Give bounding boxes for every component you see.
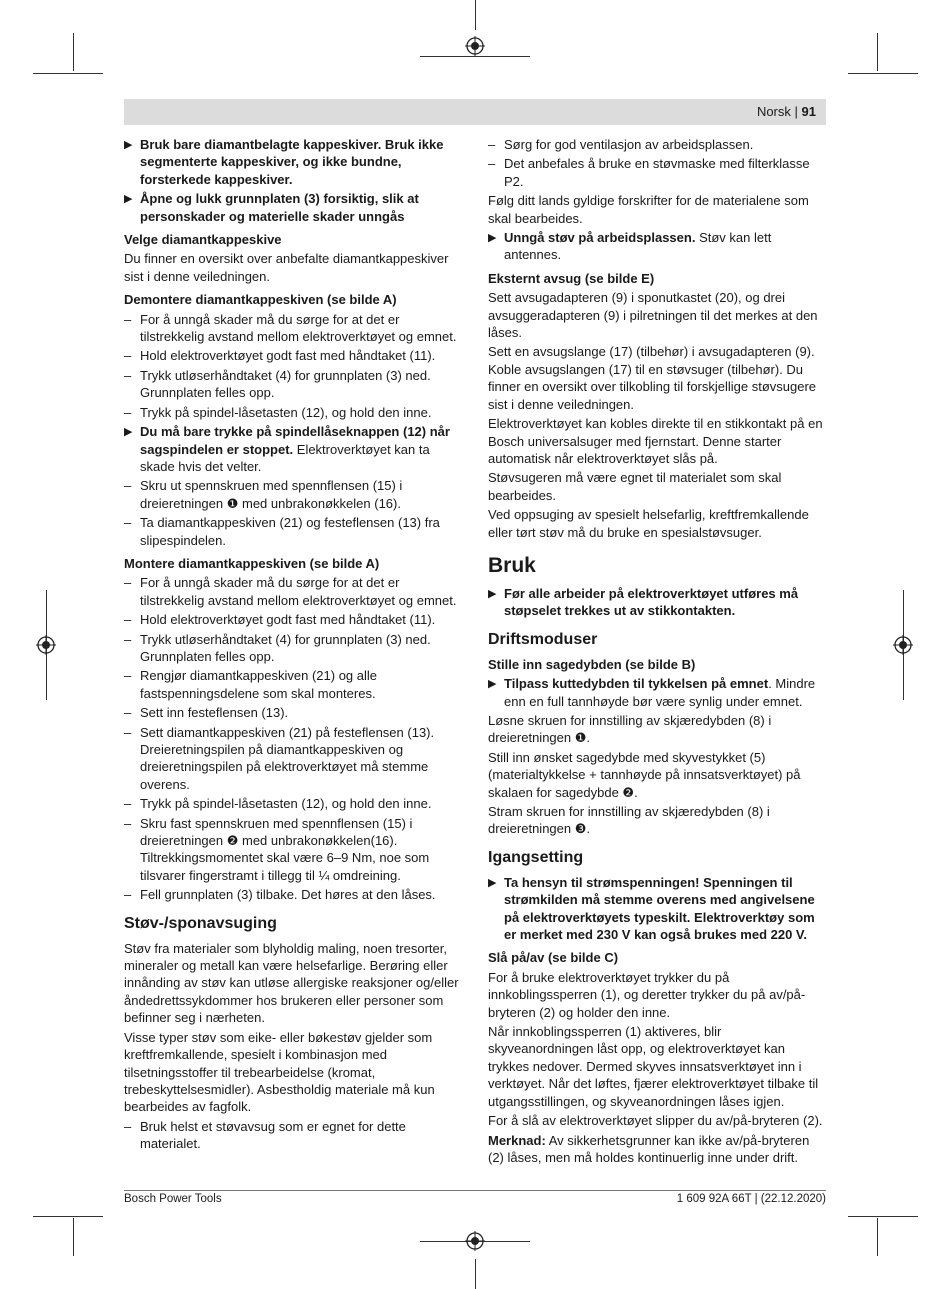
- section-heading: Driftsmoduser: [488, 630, 598, 648]
- dash-item: [124, 514, 464, 549]
- paragraph: Du finner en oversikt over anbefalte diamantkappeskiver sist i denne veiledningen.: [124, 251, 449, 284]
- arrow-icon: ▶: [488, 678, 497, 691]
- paragraph: Sett en avsugslange (17) (tilbehør) i avsugadapteren (9). Koble avsugslangen (17) til en støvsuger (tilbehør). Du finner en oversikt over tilkobling til forskjellige støvsugere sist i denne veiledningen.: [488, 344, 817, 412]
- step-text: Trykk utløserhåndtaket (4) for grunnplaten (3) ned. Grunnplaten felles opp.: [140, 367, 431, 401]
- dash-bullet: –: [124, 575, 132, 591]
- section-heading: Igangsetting: [488, 848, 584, 866]
- step-text: Hold elektroverktøyet godt fast med håndtaket (11).: [140, 348, 436, 364]
- crop-mark: [475, 1259, 476, 1289]
- dash-item: [124, 724, 464, 794]
- arrow-icon: ▶: [124, 193, 133, 206]
- paragraph: For å slå av elektroverktøyet slipper du av/på-bryteren (2).: [488, 1113, 823, 1129]
- dash-bullet: –: [124, 478, 132, 494]
- paragraph: Støv fra materialer som blyholdig maling, noen tresorter, mineraler og metall kan være helsefarlige. Berøring eller innånding av støv kan utløse allergiske reaksjoner og/eller åndedrettssykdommer hos brukeren eller personer som befinner seg i nærheten.: [124, 940, 459, 1026]
- crop-mark: [73, 33, 74, 71]
- step-text: Rengjør diamantkappeskiven (21) og alle fastspenningsdelene som skal monteres.: [140, 668, 378, 701]
- note-paragraph: [488, 1132, 828, 1167]
- page-number: 91: [801, 104, 816, 119]
- dash-bullet: –: [124, 631, 132, 647]
- warning-bold: Tilpass kuttedybden til tykkelsen på emnet: [504, 676, 769, 692]
- dash-bullet: –: [124, 668, 132, 684]
- dash-item: [488, 155, 828, 190]
- dash-bullet: –: [124, 515, 132, 531]
- paragraph: Ved oppsuging av spesielt helsefarlig, kreftfremkallende eller tørt støv må du bruke en spesialstøvsuger.: [488, 507, 809, 540]
- page-header-text: [757, 104, 816, 119]
- warning-bold: Unngå støv på arbeidsplassen.: [504, 230, 696, 246]
- step-text: Skru ut spennskruen med spennflensen (15) i dreieretningen ❶ med unbrakonøkkelen (16).: [140, 478, 403, 511]
- crop-mark: [73, 1218, 74, 1256]
- crop-mark: [877, 1218, 878, 1256]
- dash-item: [124, 367, 464, 402]
- dash-item: [124, 815, 464, 885]
- dash-item: [124, 347, 464, 364]
- warning-bold: Du må bare trykke på spindellåseknappen (12) når sagspindelen er stoppet.: [140, 424, 450, 457]
- footer-divider: [124, 1190, 826, 1191]
- warning-text: Åpne og lukk grunnplaten (3) forsiktig, slik at personskader og materielle skader unngås: [140, 191, 419, 224]
- header-separator: |: [794, 104, 798, 119]
- arrow-icon: ▶: [124, 426, 133, 439]
- dash-bullet: –: [124, 796, 132, 812]
- paragraph: Støvsugeren må være egnet til materialet som skal bearbeides.: [488, 470, 782, 503]
- left-column: [124, 136, 464, 1155]
- page-header: [124, 99, 826, 125]
- dash-item: [124, 667, 464, 702]
- paragraph: Visse typer støv som eike- eller bøkestøv gjelder som kreftfremkallende, spesielt i kombinasjon med tilsetningsstoffer til trebearbeidelse (kromat, trebeskyttelsesmidler). Asbestholdig materiale må kun bearbeides av fagfolk.: [124, 1029, 435, 1115]
- dash-bullet: –: [124, 815, 132, 831]
- subsection-heading: Stille inn sagedybden (se bilde B): [488, 656, 696, 672]
- section-heading: Eksternt avsug (se bilde E): [488, 270, 655, 286]
- footer-brand: Bosch Power Tools: [124, 1193, 222, 1205]
- crop-mark: [33, 73, 103, 74]
- warning-item: [124, 423, 464, 475]
- step-text: Trykk på spindel-låsetasten (12), og hold den inne.: [140, 796, 432, 812]
- dash-bullet: –: [488, 137, 496, 152]
- warning-rest: Støv kan lett antennes.: [504, 230, 772, 263]
- crop-mark: [848, 73, 918, 74]
- warning-text: [504, 675, 828, 710]
- warning-rest: Elektroverktøyet kan ta skade hvis det velter.: [140, 441, 430, 474]
- dash-bullet: –: [124, 404, 132, 420]
- dash-item: [488, 136, 828, 153]
- warning-text: Før alle arbeider på elektroverktøyet utføres må støpselet trekkes ut av stikkontakten.: [504, 585, 799, 619]
- step-text: Det anbefales å bruke en støvmaske med filterklasse P2.: [504, 156, 810, 189]
- note-text: Av sikkerhetsgrunner kan ikke av/på-bryteren (2) låses, men må holdes kontinuerlig inne under drift.: [488, 1132, 810, 1165]
- paragraph: Elektroverktøyet kan kobles direkte til en stikkontakt på en Bosch universalsuger med fjernstart. Denne starter automatisk når elektroverktøyet slås på.: [488, 416, 823, 466]
- arrow-icon: ▶: [488, 587, 497, 600]
- warning-rest: . Mindre enn en full tannhøyde bør være synlig under emnet.: [504, 676, 816, 709]
- paragraph: Når innkoblingssperren (1) aktiveres, blir skyveanordningen låst opp, og elektroverktøyet kan trykkes nedover. Dermed skyves innsatsverktøyet inn i verktøyet. Når det løftes, fjærer elektroverktøyet tilbake til utgangsstillingen, og skyveanordningen låses igjen.: [488, 1024, 819, 1109]
- warning-text: Ta hensyn til strømspenningen! Spenningen til strømkilden må stemme overens med angivelsene på elektroverktøyets typeskilt. Elektroverktøy som er merket med 230 V kan også brukes med 220 V.: [504, 874, 815, 943]
- dash-bullet: –: [124, 311, 132, 327]
- step-text: Skru fast spennskruen med spennflensen (15) i dreieretningen ❷ med unbrakonøkkelen(16). Tiltrekkingsmomentet skal være 6–9 Nm, noe som tilsvarer fingerstramt i tillegg til ¼ omdreining.: [140, 815, 430, 883]
- dash-bullet: –: [124, 612, 132, 628]
- arrow-icon: ▶: [488, 876, 497, 889]
- warning-item: [488, 675, 828, 710]
- warning-item: [488, 229, 828, 264]
- dash-item: [124, 574, 464, 609]
- dash-item: [124, 886, 464, 903]
- step-text: Trykk på spindel-låsetasten (12), og hold den inne.: [140, 404, 432, 420]
- dash-bullet: –: [124, 724, 132, 740]
- step-text: Sett diamantkappeskiven (21) på festeflensen (13). Dreieretningspilen på diamantkappeskiven og dreieretningspilen på elektroverktøyet må stemme overens.: [140, 724, 435, 792]
- dash-item: [124, 1118, 464, 1153]
- step-text: Sett inn festeflensen (13).: [140, 705, 289, 721]
- dash-item: [124, 311, 464, 346]
- dash-bullet: –: [124, 348, 132, 364]
- warning-item: [488, 874, 828, 944]
- dash-item: [124, 631, 464, 666]
- warning-item: [124, 136, 464, 188]
- warning-text: Bruk bare diamantbelagte kappeskiver. Bruk ikke segmenterte kappeskiver, og ikke bundne, forsterkede kappeskiver.: [140, 137, 444, 187]
- paragraph: Still inn ønsket sagedybde med skyvestykket (5) (materialtykkelse + tannhøyde på innsatsverktøyet) på skalaen for sagedybde ❷.: [488, 749, 801, 800]
- footer-doc-id: 1 609 92A 66T | (22.12.2020): [676, 1193, 826, 1205]
- crop-mark: [877, 33, 878, 71]
- section-heading: Demontere diamantkappeskiven (se bilde A): [124, 292, 397, 308]
- dash-item: [124, 704, 464, 721]
- right-column: [488, 136, 828, 1168]
- warning-text: [504, 229, 828, 264]
- paragraph: Følg ditt lands gyldige forskrifter for de materialene som skal bearbeides.: [488, 193, 809, 226]
- crop-mark: [848, 1216, 918, 1217]
- section-heading: Støv-/sponavsuging: [124, 914, 277, 932]
- dash-item: [124, 404, 464, 421]
- paragraph: Stram skruen for innstilling av skjæredybden (8) i dreieretningen ❸.: [488, 804, 770, 837]
- step-text: Fell grunnplaten (3) tilbake. Det høres at den låses.: [140, 887, 436, 903]
- registration-mark-icon: [893, 635, 913, 655]
- step-text: For å unngå skader må du sørge for at det er tilstrekkelig avstand mellom elektroverktøyet og emnet.: [140, 311, 457, 345]
- paragraph: Sett avsugadapteren (9) i sponutkastet (20), og drei avsuggeradapteren (9) i pilretningen til det merkes at den låses.: [488, 290, 818, 341]
- crop-mark: [420, 56, 530, 57]
- registration-mark-icon: [465, 36, 485, 56]
- dash-bullet: –: [488, 156, 496, 172]
- header-section: Norsk: [756, 104, 791, 119]
- step-text: Hold elektroverktøyet godt fast med håndtaket (11).: [140, 612, 436, 628]
- warning-item: [488, 585, 828, 620]
- crop-mark: [475, 0, 476, 30]
- warning-item: [124, 190, 464, 225]
- step-text: Sørg for god ventilasjon av arbeidsplassen.: [504, 137, 754, 152]
- step-text: For å unngå skader må du sørge for at det er tilstrekkelig avstand mellom elektroverktøyet og emnet.: [140, 575, 457, 608]
- dash-item: [124, 477, 464, 512]
- dash-bullet: –: [124, 367, 132, 383]
- step-text: Trykk utløserhåndtaket (4) for grunnplaten (3) ned. Grunnplaten felles opp.: [140, 631, 431, 664]
- dash-item: [124, 611, 464, 628]
- subsection-heading: Slå på/av (se bilde C): [488, 950, 619, 966]
- paragraph: For å bruke elektroverktøyet trykker du på innkoblingssperren (1), og deretter trykker du på av/på-bryteren (2) og holder den inne.: [488, 969, 806, 1020]
- dash-bullet: –: [124, 705, 132, 721]
- chapter-heading: Bruk: [488, 553, 536, 577]
- section-heading: Velge diamantkappeskive: [124, 232, 282, 248]
- step-text: Ta diamantkappeskiven (21) og festeflensen (13) fra slipespindelen.: [140, 515, 440, 548]
- paragraph: Løsne skruen for innstilling av skjæredybden (8) i dreieretningen ❶.: [488, 712, 772, 746]
- registration-mark-icon: [465, 1231, 485, 1251]
- dash-bullet: –: [124, 887, 132, 903]
- registration-mark-icon: [36, 635, 56, 655]
- step-text: Bruk helst et støvavsug som er egnet for dette materialet.: [140, 1118, 406, 1152]
- dash-bullet: –: [124, 1118, 132, 1134]
- arrow-icon: ▶: [488, 232, 497, 245]
- dash-item: [124, 795, 464, 812]
- crop-mark: [33, 1216, 103, 1217]
- warning-text: [140, 423, 464, 475]
- arrow-icon: ▶: [124, 139, 133, 151]
- section-heading: Montere diamantkappeskiven (se bilde A): [124, 555, 380, 571]
- note-label: Merknad:: [488, 1132, 546, 1148]
